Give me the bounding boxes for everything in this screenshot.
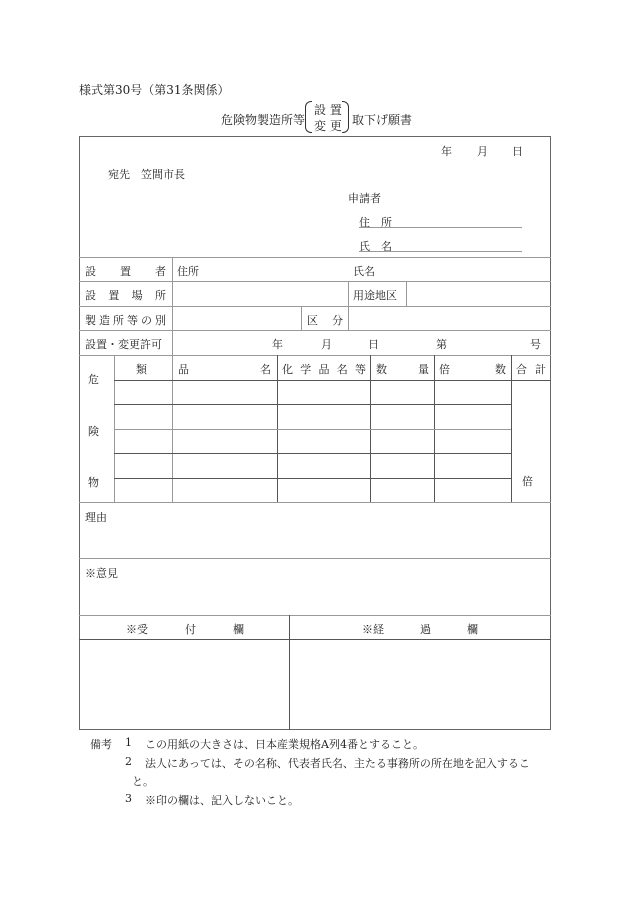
applicant-address-field[interactable] <box>359 227 522 228</box>
divider <box>79 639 551 640</box>
char: 欄 <box>233 623 244 636</box>
char: 名 <box>336 363 348 376</box>
char: 区 <box>307 314 318 327</box>
title-option-change: 変 更 <box>314 119 342 133</box>
char: 品 <box>318 363 330 376</box>
char: 等 <box>127 314 138 327</box>
addressee: 宛先 笠間市長 <box>108 168 185 181</box>
installer-label <box>85 263 166 279</box>
char: 付 <box>185 623 196 636</box>
note-text-continued: と。 <box>132 775 154 788</box>
note-text: 法人にあっては、その名称、代表者氏名、主たる事務所の所在地を記入するこ <box>145 757 530 770</box>
char: 合 <box>516 363 527 376</box>
total-unit: 倍 <box>522 475 533 488</box>
reception-label <box>126 621 244 637</box>
char: ※受 <box>126 623 148 636</box>
permit-month: 月 <box>321 338 332 351</box>
char: 所 <box>113 314 124 327</box>
char: 等 <box>355 363 366 376</box>
divider <box>79 502 551 503</box>
char: 所 <box>154 289 166 302</box>
note-number: 3 <box>125 792 132 805</box>
title-prefix: 危険物製造所等 <box>221 113 306 127</box>
char: 名 <box>260 363 271 376</box>
char: 過 <box>420 623 431 636</box>
char: 倍 <box>439 363 450 376</box>
applicant-name-label: 氏 名 <box>359 240 392 253</box>
divider <box>511 355 512 502</box>
facility-type-label <box>85 312 166 328</box>
char: 学 <box>300 363 312 376</box>
divider <box>79 281 551 282</box>
char: 化 <box>282 363 293 376</box>
date-year: 年 <box>441 145 452 158</box>
header-multiple <box>439 361 506 377</box>
opinion-label: ※意見 <box>85 567 118 580</box>
char: 置 <box>120 265 131 278</box>
permit-number-suffix: 号 <box>530 338 541 351</box>
char: 造 <box>99 314 110 327</box>
divider <box>301 306 302 330</box>
form-table <box>79 136 551 730</box>
hazmat-side-char: 危 <box>88 373 99 386</box>
divider <box>406 281 407 306</box>
form-number: 様式第30号（第31条関係） <box>79 83 230 97</box>
char: 別 <box>155 314 166 327</box>
applicant-name-field[interactable] <box>359 251 522 252</box>
installer-name-label: 氏名 <box>353 265 375 278</box>
char: 欄 <box>467 623 478 636</box>
divider <box>114 380 551 381</box>
char: 設 <box>85 265 96 278</box>
char: 数 <box>376 363 387 376</box>
divider <box>79 355 551 356</box>
divider <box>114 404 511 405</box>
divider <box>114 478 511 479</box>
header-total <box>516 361 546 377</box>
hazmat-side-char: 険 <box>88 425 99 438</box>
header-class: 類 <box>136 363 147 376</box>
zoning-label: 用途地区 <box>353 289 397 302</box>
divider <box>79 330 551 331</box>
char: 品 <box>178 363 189 376</box>
divider <box>289 615 290 730</box>
permit-year: 年 <box>272 338 283 351</box>
date-day: 日 <box>512 145 523 158</box>
header-quantity <box>376 361 429 377</box>
divider <box>79 306 551 307</box>
header-chemical-name <box>282 361 366 377</box>
category-label <box>307 312 343 328</box>
divider <box>348 306 349 330</box>
note-text: ※印の欄は、記入しないこと。 <box>145 794 299 807</box>
char: 者 <box>155 265 166 278</box>
char: 設 <box>85 289 96 302</box>
header-product-name <box>178 361 271 377</box>
char: 計 <box>535 363 546 376</box>
char: 分 <box>332 314 343 327</box>
note-number: 1 <box>125 736 132 749</box>
title-option-install: 設 置 <box>314 103 342 117</box>
permit-number-prefix: 第 <box>436 338 447 351</box>
divider <box>348 281 349 306</box>
char: 製 <box>85 314 96 327</box>
char: 場 <box>131 289 143 302</box>
note-number: 2 <box>125 755 132 768</box>
title-suffix: 取下げ願書 <box>352 113 413 127</box>
char: 置 <box>108 289 120 302</box>
note-text: この用紙の大きさは、日本産業規格A列4番とすること。 <box>145 738 424 751</box>
hazmat-side-char: 物 <box>88 476 99 489</box>
divider <box>79 615 551 616</box>
location-label <box>85 287 166 303</box>
divider <box>79 558 551 559</box>
permit-label: 設置・変更許可 <box>85 338 162 351</box>
divider <box>79 257 551 258</box>
notes-heading: 備考 <box>90 738 112 751</box>
divider <box>172 257 173 355</box>
reason-label: 理由 <box>85 511 107 524</box>
progress-label <box>362 621 478 637</box>
char: 量 <box>418 363 429 376</box>
char: ※経 <box>362 623 384 636</box>
permit-day: 日 <box>368 338 379 351</box>
right-bracket <box>342 101 349 133</box>
left-bracket <box>305 101 312 133</box>
applicant-address-label: 住 所 <box>359 216 392 229</box>
divider <box>114 453 511 454</box>
applicant-label: 申請者 <box>348 192 381 205</box>
char: の <box>141 314 152 327</box>
char: 数 <box>495 363 506 376</box>
installer-address-label: 住所 <box>177 265 199 278</box>
divider <box>114 429 511 430</box>
date-month: 月 <box>477 145 488 158</box>
